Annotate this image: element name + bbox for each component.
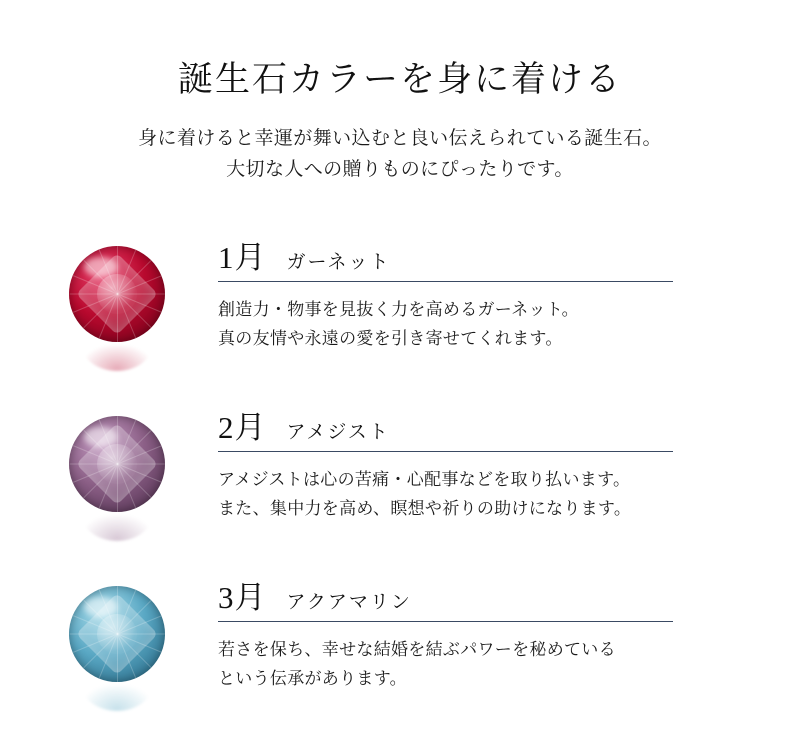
divider (218, 451, 673, 452)
gem-january (62, 246, 172, 376)
gem-reflection (82, 515, 152, 541)
page-header (0, 0, 800, 186)
desc-line: 若さを保ち、幸せな結婚を結ぶパワーを秘めている (218, 639, 616, 659)
desc-line: という伝承があります。 (218, 668, 407, 688)
gem-reflection (82, 685, 152, 711)
desc-line: 真の友情や永遠の愛を引き寄せてくれます。 (218, 328, 563, 348)
lead-line-2: 大切な人への贈りものにぴったりです。 (226, 158, 574, 180)
gem-reflection (82, 345, 152, 371)
stone-description (218, 295, 690, 353)
list-item (0, 232, 800, 402)
stone-text-block (218, 579, 690, 693)
stone-name: アメジスト (286, 421, 390, 443)
stone-heading (218, 239, 690, 281)
stone-heading (218, 579, 690, 621)
gem-february (62, 416, 172, 546)
stone-heading (218, 409, 690, 451)
desc-line: また、集中力を高め、瞑想や祈りの助けになります。 (218, 498, 632, 518)
gem-icon (69, 586, 165, 682)
lead-line-1: 身に着けると幸運が舞い込むと良い伝えられている誕生石。 (138, 128, 662, 149)
gem-icon (69, 246, 165, 342)
month-label: 3月 (218, 579, 267, 615)
month-label: 2月 (218, 409, 267, 445)
stone-description (218, 635, 690, 693)
gem-icon (69, 416, 165, 512)
list-item (0, 572, 800, 742)
list-item (0, 402, 800, 572)
stone-name: アクアマリン (286, 591, 412, 613)
stone-text-block (218, 239, 690, 353)
page-title: 誕生石カラーを身に着ける (177, 60, 622, 99)
divider (218, 621, 673, 622)
birthstone-list (0, 232, 800, 742)
gem-march (62, 586, 172, 716)
desc-line: 創造力・物事を見抜く力を高めるガーネット。 (218, 299, 579, 319)
month-label: 1月 (218, 239, 267, 275)
stone-description (218, 465, 690, 523)
stone-text-block (218, 409, 690, 523)
divider (218, 281, 673, 282)
desc-line: アメジストは心の苦痛・心配事などを取り払います。 (218, 469, 631, 489)
stone-name: ガーネット (286, 251, 391, 273)
page-lead (0, 124, 800, 186)
